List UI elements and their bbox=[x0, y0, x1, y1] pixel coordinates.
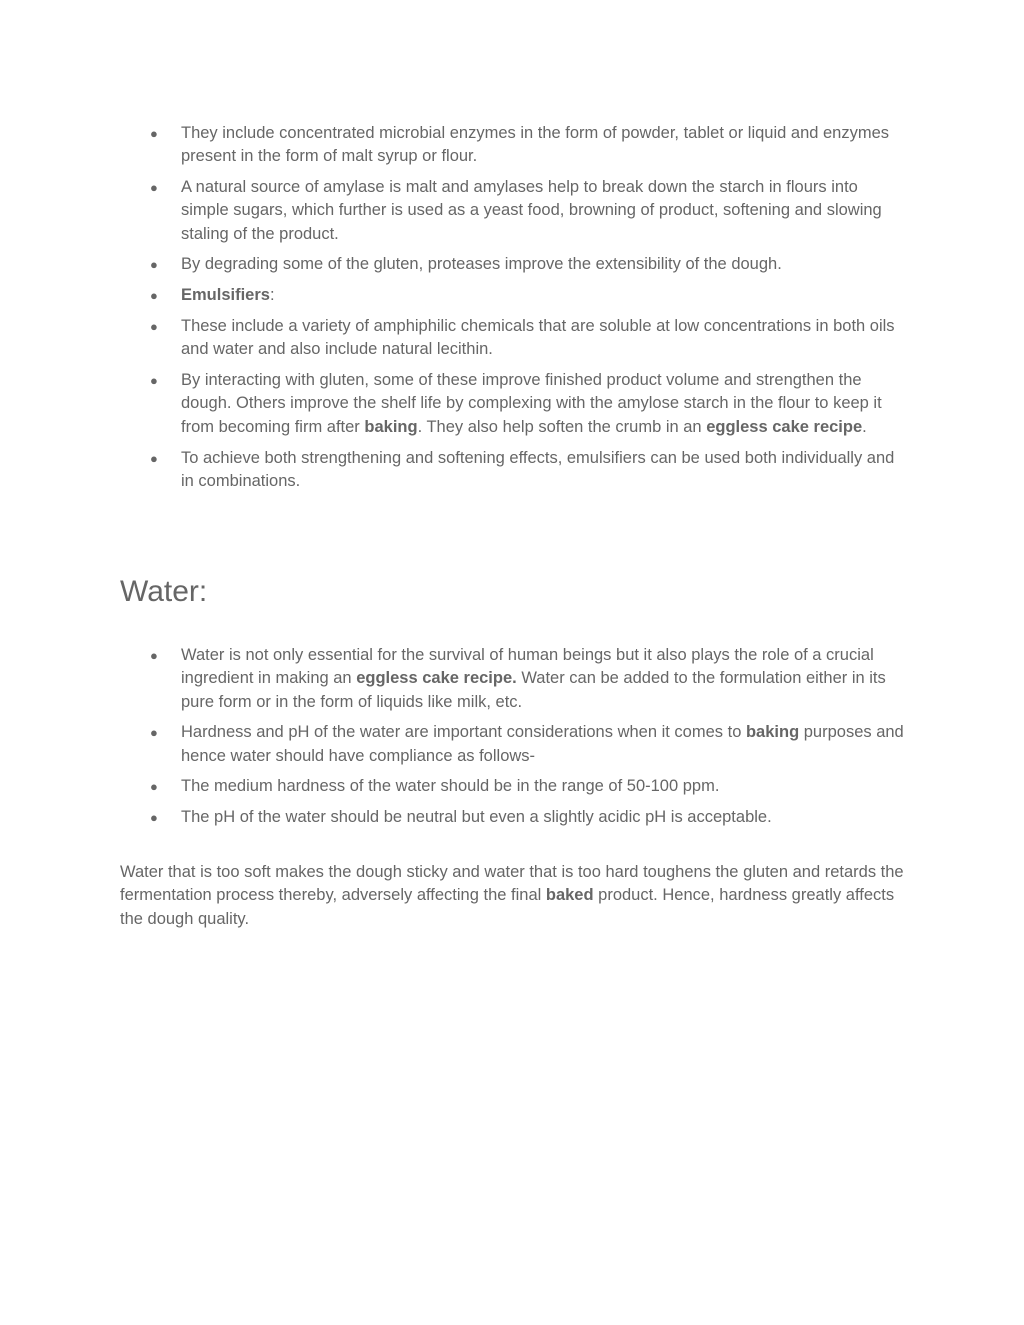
list-item-text: Emulsifiers: bbox=[181, 286, 275, 305]
bullet-icon: ● bbox=[150, 810, 158, 826]
list-item bbox=[120, 253, 910, 276]
list-item-text: To achieve both strengthening and softening effects, emulsifiers can be used both individually and in combinations. bbox=[181, 448, 895, 490]
bullet-icon: ● bbox=[150, 648, 158, 663]
emulsifiers-heading: Emulsifiers bbox=[181, 286, 270, 305]
list-item bbox=[120, 775, 910, 798]
bullet-icon: ● bbox=[150, 180, 158, 196]
bullet-icon: ● bbox=[150, 725, 158, 741]
bullet-icon: ● bbox=[150, 319, 158, 335]
list-item-text: The medium hardness of the water should be in the range of 50-100 ppm. bbox=[181, 777, 720, 796]
list-item-text: These include a variety of amphiphilic chemicals that are soluble at low concentrations in both oils and water and also include natural lecithin. bbox=[181, 317, 895, 359]
enzymes-emulsifiers-bullet-list bbox=[120, 122, 910, 501]
list-item-text: A natural source of amylase is malt and amylases help to break down the starch in flours into simple sugars, which further is used as a yeast food, browning of product, softening and slowing staling of the product. bbox=[181, 178, 882, 243]
bullet-icon: ● bbox=[150, 779, 158, 795]
list-item-text: Hardness and pH of the water are important considerations when it comes to baking purposes and hence water should have compliance as follows- bbox=[181, 723, 904, 765]
water-bullet-list bbox=[120, 644, 910, 837]
list-item bbox=[120, 447, 910, 494]
water-closing-paragraph: Water that is too soft makes the dough sticky and water that is too hard toughens the gluten and retards the fermentation process thereby, adversely affecting the final baked product. Hence, hardness greatly affects the dough quality. bbox=[120, 863, 904, 928]
bullet-icon: ● bbox=[150, 288, 158, 304]
list-item-text: By degrading some of the gluten, proteases improve the extensibility of the dough. bbox=[181, 255, 782, 274]
bullet-icon: ● bbox=[150, 257, 158, 273]
list-item bbox=[120, 806, 910, 829]
water-section-title: Water: bbox=[120, 575, 208, 608]
list-item bbox=[120, 644, 910, 714]
bullet-icon: ● bbox=[150, 373, 158, 389]
list-item-text: The pH of the water should be neutral but even a slightly acidic pH is acceptable. bbox=[181, 808, 772, 827]
list-item bbox=[120, 315, 910, 362]
list-item-text: By interacting with gluten, some of these improve finished product volume and strengthen the dough. Others improve the shelf life by complexing with the amylose starch in the flour to keep it from becoming firm after baking. They also help soften the crumb in an eggless cake recipe. bbox=[181, 371, 882, 436]
list-item bbox=[120, 122, 910, 169]
list-item bbox=[120, 369, 910, 439]
list-item bbox=[120, 176, 910, 246]
bullet-icon: ● bbox=[150, 450, 158, 466]
list-item bbox=[120, 721, 910, 768]
list-item-text: They include concentrated microbial enzymes in the form of powder, tablet or liquid and enzymes present in the form of malt syrup or flour. bbox=[181, 124, 890, 166]
bullet-icon: ● bbox=[150, 126, 158, 141]
list-item bbox=[120, 284, 910, 307]
list-item-text: Water is not only essential for the survival of human beings but it also plays the role of a crucial ingredient in making an eggless cake recipe. Water can be added to the formulation either in its pure form or in the form of liquids like milk, etc. bbox=[181, 646, 886, 711]
